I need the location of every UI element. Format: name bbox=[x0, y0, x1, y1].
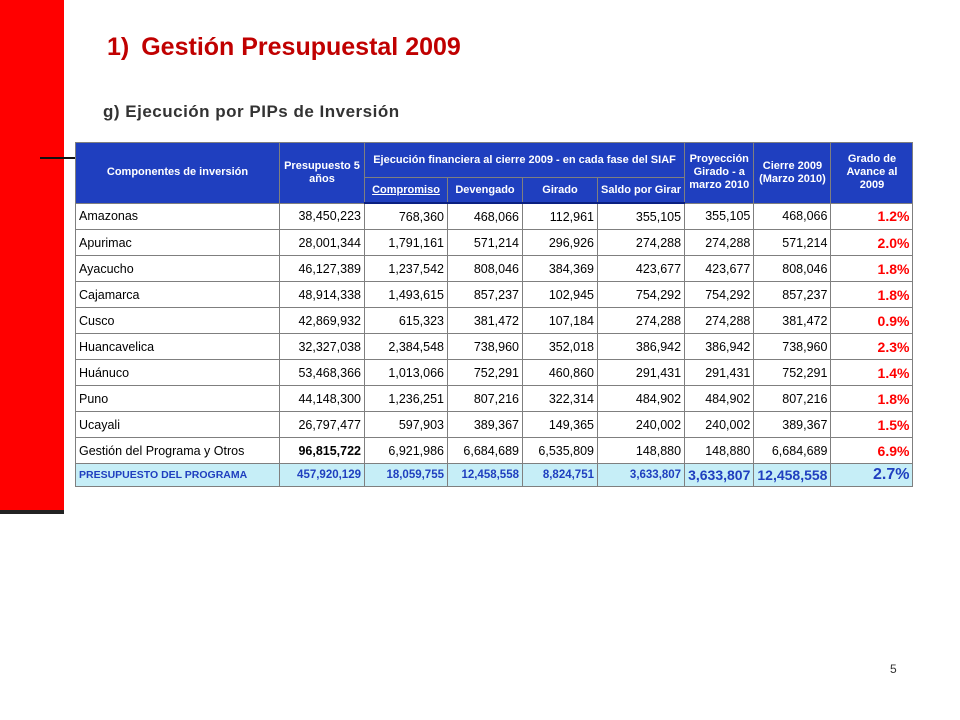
header-saldo: Saldo por Girar bbox=[598, 178, 685, 204]
cell-saldo: 274,288 bbox=[598, 230, 685, 256]
cell-name: Amazonas bbox=[76, 203, 280, 230]
cell-girado: 352,018 bbox=[523, 334, 598, 360]
cell-devengado: 571,214 bbox=[448, 230, 523, 256]
cell-grado: 1.8% bbox=[831, 256, 913, 282]
cell-compromiso: 615,323 bbox=[365, 308, 448, 334]
cell-girado: 107,184 bbox=[523, 308, 598, 334]
total-cierre: 12,458,558 bbox=[754, 464, 831, 487]
cell-presupuesto: 28,001,344 bbox=[280, 230, 365, 256]
table-row bbox=[76, 334, 913, 360]
page-number: 5 bbox=[890, 662, 897, 676]
cell-name: Gestión del Programa y Otros bbox=[76, 438, 280, 464]
cell-devengado: 468,066 bbox=[448, 203, 523, 230]
header-grado: Grado de Avance al 2009 bbox=[831, 143, 913, 204]
cell-girado: 460,860 bbox=[523, 360, 598, 386]
table-row bbox=[76, 412, 913, 438]
table-row bbox=[76, 308, 913, 334]
cell-compromiso: 768,360 bbox=[365, 203, 448, 230]
accent-bar-base bbox=[0, 510, 64, 514]
cell-proyeccion: 754,292 bbox=[685, 282, 754, 308]
cell-saldo: 355,105 bbox=[598, 203, 685, 230]
total-saldo: 3,633,807 bbox=[598, 464, 685, 487]
cell-presupuesto: 53,468,366 bbox=[280, 360, 365, 386]
cell-presupuesto: 32,327,038 bbox=[280, 334, 365, 360]
cell-name: Cusco bbox=[76, 308, 280, 334]
total-presupuesto: 457,920,129 bbox=[280, 464, 365, 487]
cell-grado: 1.2% bbox=[831, 203, 913, 230]
cell-devengado: 389,367 bbox=[448, 412, 523, 438]
left-accent-bar bbox=[0, 0, 64, 512]
cell-cierre: 807,216 bbox=[754, 386, 831, 412]
cell-devengado: 381,472 bbox=[448, 308, 523, 334]
cell-saldo: 148,880 bbox=[598, 438, 685, 464]
cell-proyeccion: 274,288 bbox=[685, 230, 754, 256]
cell-name: Huánuco bbox=[76, 360, 280, 386]
cell-compromiso: 1,791,161 bbox=[365, 230, 448, 256]
cell-name: Apurimac bbox=[76, 230, 280, 256]
cell-girado: 322,314 bbox=[523, 386, 598, 412]
cell-girado: 112,961 bbox=[523, 203, 598, 230]
cell-compromiso: 6,921,986 bbox=[365, 438, 448, 464]
slide-title bbox=[107, 33, 461, 62]
cell-grado: 0.9% bbox=[831, 308, 913, 334]
cell-cierre: 468,066 bbox=[754, 203, 831, 230]
total-girado: 8,824,751 bbox=[523, 464, 598, 487]
cell-proyeccion: 240,002 bbox=[685, 412, 754, 438]
cell-proyeccion: 274,288 bbox=[685, 308, 754, 334]
cell-cierre: 738,960 bbox=[754, 334, 831, 360]
cell-proyeccion: 484,902 bbox=[685, 386, 754, 412]
header-girado: Girado bbox=[523, 178, 598, 204]
header-devengado: Devengado bbox=[448, 178, 523, 204]
cell-devengado: 808,046 bbox=[448, 256, 523, 282]
cell-grado: 1.8% bbox=[831, 386, 913, 412]
divider-line bbox=[40, 157, 76, 159]
cell-devengado: 6,684,689 bbox=[448, 438, 523, 464]
cell-name: Cajamarca bbox=[76, 282, 280, 308]
table-row bbox=[76, 386, 913, 412]
cell-girado: 149,365 bbox=[523, 412, 598, 438]
cell-proyeccion: 355,105 bbox=[685, 203, 754, 230]
cell-name: Ucayali bbox=[76, 412, 280, 438]
cell-girado: 102,945 bbox=[523, 282, 598, 308]
header-compromiso: Compromiso bbox=[365, 178, 448, 204]
cell-saldo: 754,292 bbox=[598, 282, 685, 308]
slide-subtitle: g) Ejecución por PIPs de Inversión bbox=[103, 102, 400, 121]
cell-saldo: 423,677 bbox=[598, 256, 685, 282]
cell-cierre: 752,291 bbox=[754, 360, 831, 386]
cell-grado: 2.0% bbox=[831, 230, 913, 256]
cell-compromiso: 1,236,251 bbox=[365, 386, 448, 412]
cell-grado: 2.3% bbox=[831, 334, 913, 360]
cell-name: Huancavelica bbox=[76, 334, 280, 360]
cell-compromiso: 1,013,066 bbox=[365, 360, 448, 386]
total-grado: 2.7% bbox=[831, 464, 913, 487]
title-number: 1) bbox=[107, 33, 130, 61]
cell-presupuesto: 48,914,338 bbox=[280, 282, 365, 308]
table-row bbox=[76, 360, 913, 386]
header-cierre: Cierre 2009 (Marzo 2010) bbox=[754, 143, 831, 204]
table-row bbox=[76, 282, 913, 308]
cell-cierre: 808,046 bbox=[754, 256, 831, 282]
budget-table-container bbox=[75, 142, 913, 487]
cell-compromiso: 2,384,548 bbox=[365, 334, 448, 360]
title-text: Gestión Presupuestal 2009 bbox=[141, 33, 461, 61]
cell-cierre: 381,472 bbox=[754, 308, 831, 334]
cell-grado: 6.9% bbox=[831, 438, 913, 464]
cell-saldo: 291,431 bbox=[598, 360, 685, 386]
cell-proyeccion: 148,880 bbox=[685, 438, 754, 464]
cell-saldo: 484,902 bbox=[598, 386, 685, 412]
table-row bbox=[76, 438, 913, 464]
cell-presupuesto: 26,797,477 bbox=[280, 412, 365, 438]
cell-devengado: 752,291 bbox=[448, 360, 523, 386]
budget-table bbox=[75, 142, 913, 487]
cell-girado: 384,369 bbox=[523, 256, 598, 282]
cell-saldo: 240,002 bbox=[598, 412, 685, 438]
cell-grado: 1.5% bbox=[831, 412, 913, 438]
table-row bbox=[76, 230, 913, 256]
cell-devengado: 738,960 bbox=[448, 334, 523, 360]
header-proyeccion: Proyección Girado - a marzo 2010 bbox=[685, 143, 754, 204]
cell-cierre: 857,237 bbox=[754, 282, 831, 308]
total-compromiso: 18,059,755 bbox=[365, 464, 448, 487]
total-name: PRESUPUESTO DEL PROGRAMA bbox=[76, 464, 280, 487]
cell-proyeccion: 423,677 bbox=[685, 256, 754, 282]
cell-presupuesto: 42,869,932 bbox=[280, 308, 365, 334]
table-row bbox=[76, 256, 913, 282]
header-componentes: Componentes de inversión bbox=[76, 143, 280, 204]
cell-presupuesto: 96,815,722 bbox=[280, 438, 365, 464]
cell-saldo: 274,288 bbox=[598, 308, 685, 334]
total-row bbox=[76, 464, 913, 487]
cell-presupuesto: 46,127,389 bbox=[280, 256, 365, 282]
cell-presupuesto: 44,148,300 bbox=[280, 386, 365, 412]
cell-girado: 296,926 bbox=[523, 230, 598, 256]
cell-cierre: 571,214 bbox=[754, 230, 831, 256]
cell-girado: 6,535,809 bbox=[523, 438, 598, 464]
cell-compromiso: 597,903 bbox=[365, 412, 448, 438]
cell-compromiso: 1,493,615 bbox=[365, 282, 448, 308]
header-presupuesto: Presupuesto 5 años bbox=[280, 143, 365, 204]
table-row bbox=[76, 203, 913, 230]
cell-devengado: 857,237 bbox=[448, 282, 523, 308]
total-devengado: 12,458,558 bbox=[448, 464, 523, 487]
cell-saldo: 386,942 bbox=[598, 334, 685, 360]
cell-cierre: 389,367 bbox=[754, 412, 831, 438]
cell-grado: 1.8% bbox=[831, 282, 913, 308]
cell-cierre: 6,684,689 bbox=[754, 438, 831, 464]
cell-proyeccion: 386,942 bbox=[685, 334, 754, 360]
cell-grado: 1.4% bbox=[831, 360, 913, 386]
header-ejecucion: Ejecución financiera al cierre 2009 - en cada fase del SIAF bbox=[365, 143, 685, 178]
cell-devengado: 807,216 bbox=[448, 386, 523, 412]
cell-name: Ayacucho bbox=[76, 256, 280, 282]
cell-compromiso: 1,237,542 bbox=[365, 256, 448, 282]
cell-name: Puno bbox=[76, 386, 280, 412]
cell-proyeccion: 291,431 bbox=[685, 360, 754, 386]
cell-presupuesto: 38,450,223 bbox=[280, 203, 365, 230]
total-proyeccion: 3,633,807 bbox=[685, 464, 754, 487]
